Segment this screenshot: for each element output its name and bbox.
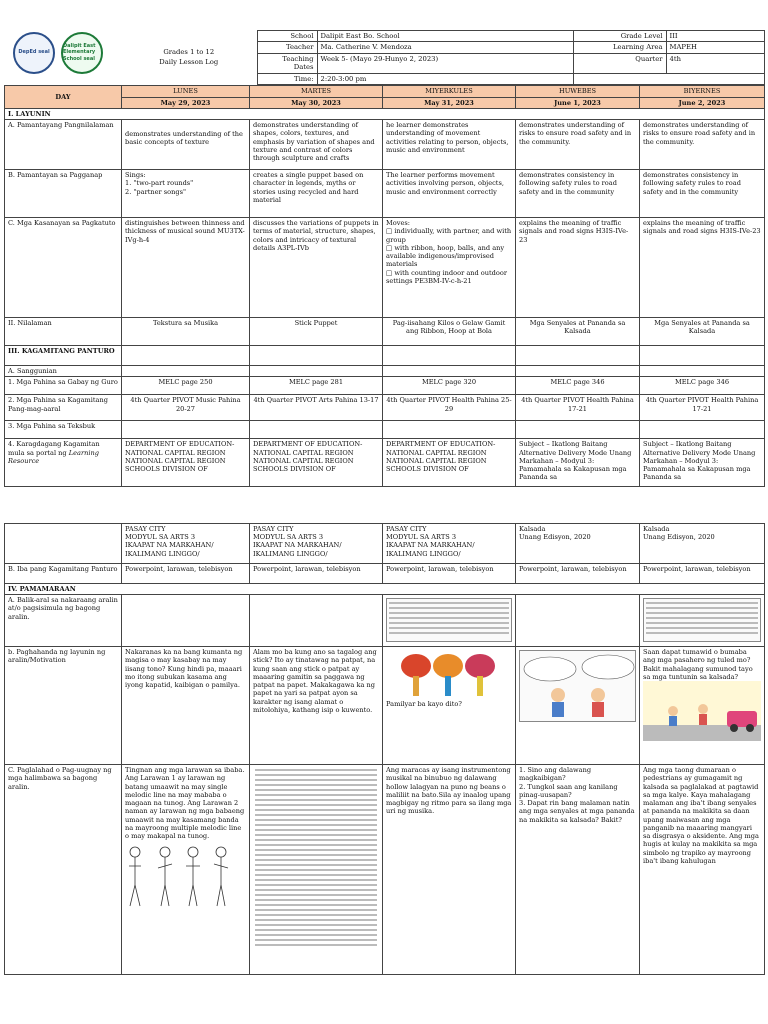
header-table xyxy=(4,30,765,85)
cell: Powerpoint, larawan, telebisyon xyxy=(383,564,516,584)
cell: Subject – Ikatlong Baitang Alternative Delivery Mode Unang Markahan – Modyul 3: Pamamahala sa Kakapusan mga Pananda sa xyxy=(516,439,640,487)
cell: 4th Quarter PIVOT Arts Pahina 13-17 xyxy=(250,395,383,421)
day-table-bottom xyxy=(4,523,765,975)
cell: demonstrates consistency in following safety rules to road safety and in the community xyxy=(640,170,765,218)
cell: MELC page 320 xyxy=(383,377,516,395)
cell: demonstrates understanding of the basic concepts of texture xyxy=(122,120,250,170)
cell: Nakaranas ka na bang kumanta ng magisa o may kasabay na may iisang tono? Kung hindi pa, maaari mo itong subukan kasama ang iyong kapatid, kaibigan o pamilya. xyxy=(122,647,250,765)
row-label: C. Paglalahad o Pag-uugnay ng mga halimbawa sa bagong aralin. xyxy=(5,765,122,975)
cell-with-image xyxy=(383,647,516,765)
cell: PASAY CITY MODYUL SA ARTS 3 IKAAPAT NA MARKAHAN/ IKALIMANG LINGGO/ xyxy=(250,524,383,564)
cell: 4th Quarter PIVOT Health Pahina 17-21 xyxy=(516,395,640,421)
cell-with-image xyxy=(122,765,250,975)
logos-cell xyxy=(4,31,121,85)
teacher-value: Ma. Catherine V. Mendoza xyxy=(317,42,573,53)
day-date: June 1, 2023 xyxy=(516,97,640,108)
row-label: C. Mga Kasanayan sa Pagkatuto xyxy=(5,218,122,318)
time-value: 2:20-3:00 pm xyxy=(317,73,573,84)
cell: MELC page 346 xyxy=(516,377,640,395)
row-label: 2. Mga Pahina sa Kagamitang Pang-mag-aaral xyxy=(5,395,122,421)
cell: explains the meaning of traffic signals and road signs H3IS-IVe-23 xyxy=(640,218,765,318)
worksheet-thumbnail xyxy=(643,598,761,642)
worksheet-thumbnail xyxy=(386,598,512,642)
day-label: DAY xyxy=(5,86,122,108)
row-label: A. Balik-aral sa nakaraang aralin at/o pagsisimula ng bagong aralin. xyxy=(5,595,122,647)
row-label: A. Sanggunian xyxy=(5,366,122,377)
cell: 4th Quarter PIVOT Music Pahina 20-27 xyxy=(122,395,250,421)
cell: MELC page 346 xyxy=(640,377,765,395)
grade-label: Grade Level xyxy=(573,31,666,42)
cell: Pamilyar ba kayo dito? xyxy=(386,700,462,709)
row-label: b. Paghahanda ng layunin ng aralin/Motivation xyxy=(5,647,122,765)
cell: demonstrates understanding of risks to ensure road safety and in the community. xyxy=(516,120,640,170)
area-label: Learning Area xyxy=(573,42,666,53)
cell: Mga Senyales at Pananda sa Kalsada xyxy=(516,318,640,346)
cell-with-image xyxy=(640,647,765,765)
day-date: May 30, 2023 xyxy=(250,97,383,108)
comic-image xyxy=(519,650,636,722)
cell: 4th Quarter PIVOT Health Pahina 25-29 xyxy=(383,395,516,421)
cell: Stick Puppet xyxy=(250,318,383,346)
log-title: Grades 1 to 12 Daily Lesson Log xyxy=(159,48,219,66)
cell: Alam mo ba kung ano sa tagalog ang stick? Ito ay tinatawag na patpat, na kung saan ang stick o patpat ay maaaring gamitin sa paggawa ng patpat na papet. Makakagawa ka ng papet na yari sa patpat ayon sa karakter ng isang alamat o mitolohiya, kathang isip o kuwento. xyxy=(250,647,383,765)
cell: Tekstura sa Musika xyxy=(122,318,250,346)
day-name: MIYERKULES xyxy=(383,86,516,97)
cell: Kalsada Unang Edisyon, 2020 xyxy=(640,524,765,564)
day-date: May 31, 2023 xyxy=(383,97,516,108)
cell: Powerpoint, larawan, telebisyon xyxy=(250,564,383,584)
area-value: MAPEH xyxy=(666,42,764,53)
lesson-log-page-2 xyxy=(0,523,768,975)
cell: 4th Quarter PIVOT Health Pahina 17-21 xyxy=(640,395,765,421)
school-seal-logo: Dalipit East Elementary School seal xyxy=(61,32,103,74)
cell: Moves: □ individually, with partner, and with group □ with ribbon, hoop, balls, and any available indigenous/improvised materials □ with counting indoor and outdoor settings PE3BM-IV-c-h-21 xyxy=(383,218,516,318)
day-name: BIYERNES xyxy=(640,86,765,97)
cell-with-image xyxy=(516,647,640,765)
road-scene-image xyxy=(643,681,761,741)
dates-value: Week 5- (Mayo 29-Hunyo 2, 2023) xyxy=(317,53,573,73)
quarter-value: 4th xyxy=(666,53,764,73)
cell-with-image xyxy=(250,765,383,975)
row-label: B. Pamantayan sa Pagganap xyxy=(5,170,122,218)
section-pamamaraan: IV. PAMAMARAAN xyxy=(5,584,765,595)
row-label: 1. Mga Pahina sa Gabay ng Guro xyxy=(5,377,122,395)
cell: discusses the variations of puppets in terms of material, structure, shapes, colors and intricacy of textural details A3PL-IVb xyxy=(250,218,383,318)
dates-label: Teaching Dates xyxy=(257,53,317,73)
cell: DEPARTMENT OF EDUCATION-NATIONAL CAPITAL REGION NATIONAL CAPITAL REGION SCHOOLS DIVISION OF xyxy=(250,439,383,487)
cell: demonstrates consistency in following safety rules to road safety and in the community xyxy=(516,170,640,218)
cell: MELC page 250 xyxy=(122,377,250,395)
quarter-label: Quarter xyxy=(573,53,666,73)
day-table-top xyxy=(4,85,765,487)
cell: The learner performs movement activities involving person, objects, music and environment correctly xyxy=(383,170,516,218)
text-article-image xyxy=(253,769,379,969)
row-label: 4. Karagdagang Kagamitan mula sa portal ng Learning Resource xyxy=(5,439,122,487)
cell: Powerpoint, larawan, telebisyon xyxy=(640,564,765,584)
worksheet-image xyxy=(640,595,765,647)
cell: explains the meaning of traffic signals and road signs H3IS-IVe-23 xyxy=(516,218,640,318)
cell: Pag-iisahang Kilos o Gelaw Gamit ang Ribbon, Hoop at Bola xyxy=(383,318,516,346)
cell: Tingnan ang mga larawan sa ibaba. Ang Larawan 1 ay larawan ng batang umaawit na may single melodic line na may mababa o magaan na tunog. Ang Larawan 2 naman ay larawan ng mga babaeng umaawit na may kasamang banda na mayroong multiple melodic line o may makapal na tunog. xyxy=(125,766,245,841)
day-name: MARTES xyxy=(250,86,383,97)
cell: Subject – Ikatlong Baitang Alternative Delivery Mode Unang Markahan – Modyul 3: Pamamahala sa Kakapusan mga Pananda sa xyxy=(640,439,765,487)
cell: he learner demonstrates understanding of movement activities relating to person, objects, music and environment xyxy=(383,120,516,170)
cell: PASAY CITY MODYUL SA ARTS 3 IKAAPAT NA MARKAHAN/ IKALIMANG LINGGO/ xyxy=(383,524,516,564)
grade-value: III xyxy=(666,31,764,42)
cell: PASAY CITY MODYUL SA ARTS 3 IKAAPAT NA MARKAHAN/ IKALIMANG LINGGO/ xyxy=(122,524,250,564)
cell: Ang mga taong dumaraan o pedestrians ay gumagamit ng kalsada sa paglalakad at pagtawid sa mga kalye. Kaya mahalagang malaman ang iba't ibang senyales at pananda na makikita sa daan upang maiwasan ang mga panganib na maaaring mangyari sa disgrasya o aksidente. Ang mga hugis at kulay na makikita sa mga simbolo ng trapiko ay mayroong iba't ibang kahulugan xyxy=(640,765,765,975)
cell: demonstrates understanding of shapes, colors, textures, and emphasis by variation of shapes and texture and contrast of colors through sculpture and crafts xyxy=(250,120,383,170)
cell: Saan dapat tumawid o bumaba ang mga pasahero ng tuled mo? Bakit mahalagang sumunod tayo sa mga tuntunin sa kalsada? xyxy=(643,648,753,681)
cell: Kalsada Unang Edisyon, 2020 xyxy=(516,524,640,564)
teacher-label: Teacher xyxy=(257,42,317,53)
singers-image xyxy=(125,840,245,910)
day-name: LUNES xyxy=(122,86,250,97)
cell: creates a single puppet based on character in legends, myths or stories using recycled and hard material xyxy=(250,170,383,218)
row-label: A. Pamantayang Pangnilalaman xyxy=(5,120,122,170)
row-label: 3. Mga Pahina sa Teksbuk xyxy=(5,421,122,439)
cell: 1. Sino ang dalawang magkaibigan? 2. Tungkol saan ang kanilang pinag-uusapan? 3. Dapat rin bang malaman natin ang mga senyales at mga pananda na makikita sa kalsada? Bakit? xyxy=(516,765,640,975)
cell: distinguishes between thinness and thickness of musical sound MU3TX-IVg-h-4 xyxy=(122,218,250,318)
cell: Mga Senyales at Pananda sa Kalsada xyxy=(640,318,765,346)
maracas-image xyxy=(386,648,510,698)
cell: Powerpoint, larawan, telebisyon xyxy=(122,564,250,584)
row-label: III. KAGAMITANG PANTURO xyxy=(5,346,122,366)
cell: Powerpoint, larawan, telebisyon xyxy=(516,564,640,584)
school-value: Dalipit East Bo. School xyxy=(317,31,573,42)
deped-seal-logo: DepEd seal xyxy=(13,32,55,74)
worksheet-image xyxy=(383,595,516,647)
day-date: May 29, 2023 xyxy=(122,97,250,108)
cell: Sings: 1. "two-part rounds" 2. "partner songs" xyxy=(122,170,250,218)
school-label: School xyxy=(257,31,317,42)
cell: demonstrates understanding of risks to ensure road safety and in the community. xyxy=(640,120,765,170)
day-name: HUWEBES xyxy=(516,86,640,97)
row-label: II. Nilalaman xyxy=(5,318,122,346)
cell: DEPARTMENT OF EDUCATION-NATIONAL CAPITAL REGION NATIONAL CAPITAL REGION SCHOOLS DIVISION OF xyxy=(122,439,250,487)
section-layunin: I. LAYUNIN xyxy=(5,108,765,119)
time-label: Time: xyxy=(257,73,317,84)
day-date: June 2, 2023 xyxy=(640,97,765,108)
lesson-log-page-1 xyxy=(0,30,768,487)
row-label: B. Iba pang Kagamitang Panturo xyxy=(5,564,122,584)
cell: Ang maracas ay isang instrumentong musikal na binubuo ng dalawang hollow lalagyan na puno ng beans o maliliit na bato.Sila ay inaalog upang magbigay ng ritmo para sa ilang mga uri ng musika. xyxy=(383,765,516,975)
cell: DEPARTMENT OF EDUCATION-NATIONAL CAPITAL REGION NATIONAL CAPITAL REGION SCHOOLS DIVISION OF xyxy=(383,439,516,487)
cell: MELC page 281 xyxy=(250,377,383,395)
